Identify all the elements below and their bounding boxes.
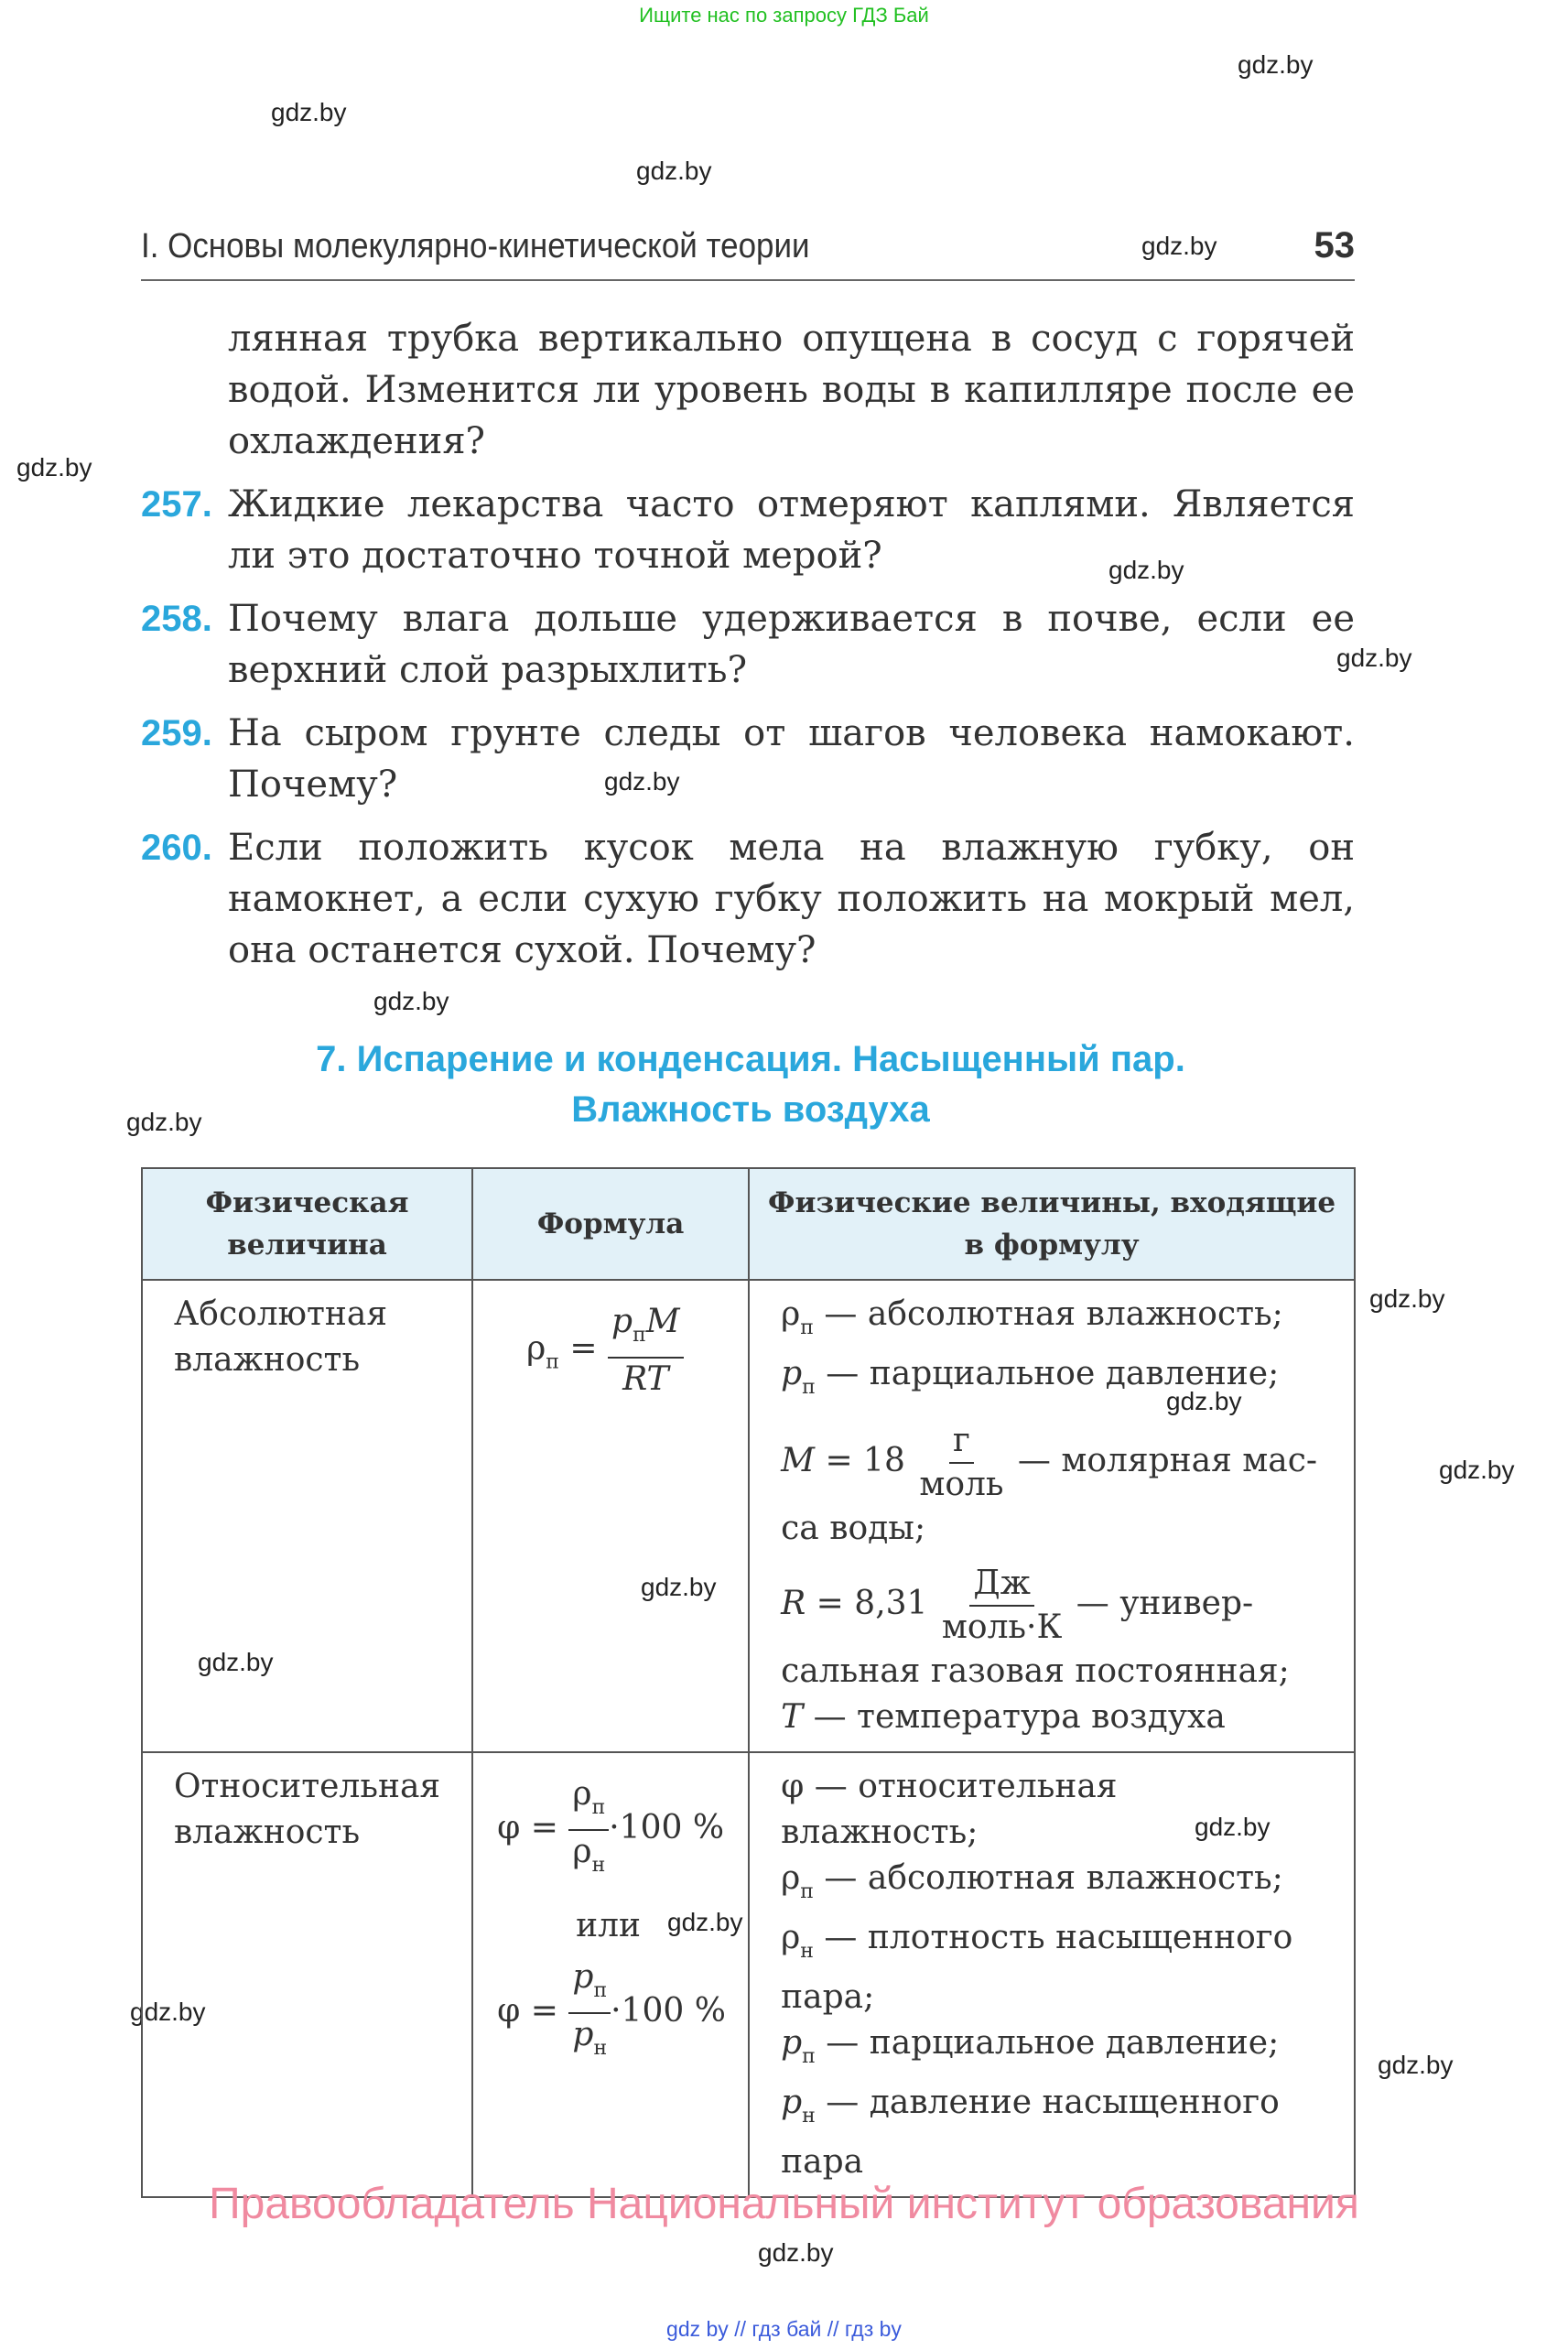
formula-relative-humidity-pressure: φ = $\frac{p_п}{p_н}$ ·100 %: [497, 1958, 726, 2060]
quantity-label: Относительная влажность: [174, 1768, 441, 1851]
watermark: gdz.by: [1378, 2051, 1454, 2079]
watermark: gdz.by: [198, 1648, 274, 1676]
watermark: gdz.by: [1195, 1813, 1271, 1841]
watermark: gdz.by: [641, 1573, 717, 1601]
question-number: 259.: [141, 713, 212, 753]
term-line: $p_н$ — давление насыщенного: [781, 2084, 1280, 2128]
intro-paragraph: лянная трубка вертикально опущена в сосуд с горячей водой. Изменится ли уровень воды в капилляре после ее охлаждения?: [228, 318, 1355, 462]
term-line: $\rho_п$ — абсолютная влажность;: [781, 1295, 1283, 1339]
chapter-title: I. Основы молекулярно-кинетической теории: [141, 227, 810, 265]
term-line: сальная газовая постоянная;: [781, 1652, 1290, 1690]
quantity-cell: [142, 1752, 472, 2197]
watermark: gdz.by: [1439, 1456, 1515, 1484]
term-line: T — температура воздуха: [781, 1698, 1226, 1736]
table-header: [472, 1168, 749, 1280]
terms-cell: [749, 1752, 1355, 2197]
top-banner[interactable]: Ищите нас по запросу ГДЗ Бай: [639, 4, 929, 27]
header-divider: [141, 279, 1355, 281]
section-subtitle: Влажность воздуха: [571, 1089, 930, 1130]
footer-links[interactable]: gdz by // гдз бай // гдз by: [666, 2317, 902, 2341]
watermark: gdz.by: [126, 1108, 202, 1136]
watermark: gdz.by: [636, 157, 712, 185]
question-number: 260.: [141, 828, 212, 868]
formula-cell: [472, 1752, 749, 2197]
watermark: gdz.by: [373, 987, 449, 1015]
table-header-row: [142, 1168, 1355, 1280]
term-line: φ — относительная: [781, 1768, 1118, 1805]
quantity-cell: [142, 1280, 472, 1752]
watermark: gdz.by: [758, 2238, 834, 2267]
formula-absolute-humidity: $\rho_п$ = $\frac{p_пM}{RT}$: [526, 1301, 684, 1401]
watermark: gdz.by: [1166, 1387, 1242, 1415]
term-line: влажность;: [781, 1814, 979, 1851]
formula-relative-humidity-density: φ = $\frac{\rho_п}{\rho_н}$ ·100 %: [497, 1775, 725, 1877]
table-header: [749, 1168, 1355, 1280]
watermark: gdz.by: [271, 98, 347, 126]
term-line: $\rho_н$ — плотность насыщенного: [781, 1919, 1293, 1963]
term-line: пара;: [781, 1978, 875, 2016]
watermark: gdz.by: [1108, 556, 1184, 584]
quantity-label: Абсолютная влажность: [174, 1295, 388, 1379]
term-line: R = 8,31 $\frac{Дж}{\text{моль·К}}$ — универ-: [781, 1565, 1254, 1646]
term-line: $\rho_п$ — абсолютная влажность;: [781, 1859, 1283, 1903]
table-header: [142, 1168, 472, 1280]
watermark: gdz.by: [1238, 50, 1314, 79]
formula-or-label: или: [576, 1907, 641, 1944]
term-line: $p_п$ — парциальное давление;: [781, 2024, 1280, 2068]
question-text: Если положить кусок мела на влажную губку, он намокнет, а если сухую губку положить на мокрый мел, она останется сухой. Почему?: [228, 827, 1355, 971]
formula-table: [141, 1167, 1356, 2198]
formula-cell: [472, 1280, 749, 1752]
watermark: gdz.by: [667, 1908, 743, 1936]
watermark: gdz.by: [1141, 232, 1217, 260]
watermark: gdz.by: [1336, 644, 1412, 672]
watermark: gdz.by: [16, 453, 92, 482]
question-text: Жидкие лекарства часто отмеряют каплями. Является ли это достаточно точной мерой?: [228, 483, 1355, 577]
section-title: 7. Испарение и конденсация. Насыщенный пар.: [316, 1039, 1185, 1079]
copyright-notice: Правообладатель Национальный институт образования: [209, 2180, 1359, 2228]
term-line: $p_п$ — парциальное давление;: [781, 1355, 1280, 1399]
term-line: са воды;: [781, 1510, 926, 1547]
watermark: gdz.by: [604, 767, 680, 796]
header-label: Физическая величина: [205, 1186, 409, 1262]
question-text: Почему влага дольше удерживается в почве, если ее верхний слой разрыхлить?: [228, 598, 1355, 691]
watermark: gdz.by: [1369, 1284, 1445, 1313]
terms-cell: [749, 1280, 1355, 1752]
question-text: На сыром грунте следы от шагов человека намокают. Почему?: [228, 712, 1355, 806]
table-row: [142, 1280, 1355, 1752]
header-label: Формула: [536, 1207, 685, 1240]
term-line: M = 18 $\frac{г}{\text{моль}}$ — молярная мас-: [781, 1422, 1318, 1503]
page-number: 53: [1314, 225, 1355, 265]
question-number: 257.: [141, 484, 212, 525]
header-label: Физические величины, входящие в формулу: [768, 1186, 1336, 1262]
watermark: gdz.by: [130, 1998, 206, 2026]
term-line: пара: [781, 2143, 864, 2181]
question-number: 258.: [141, 599, 212, 639]
table-row: [142, 1752, 1355, 2197]
